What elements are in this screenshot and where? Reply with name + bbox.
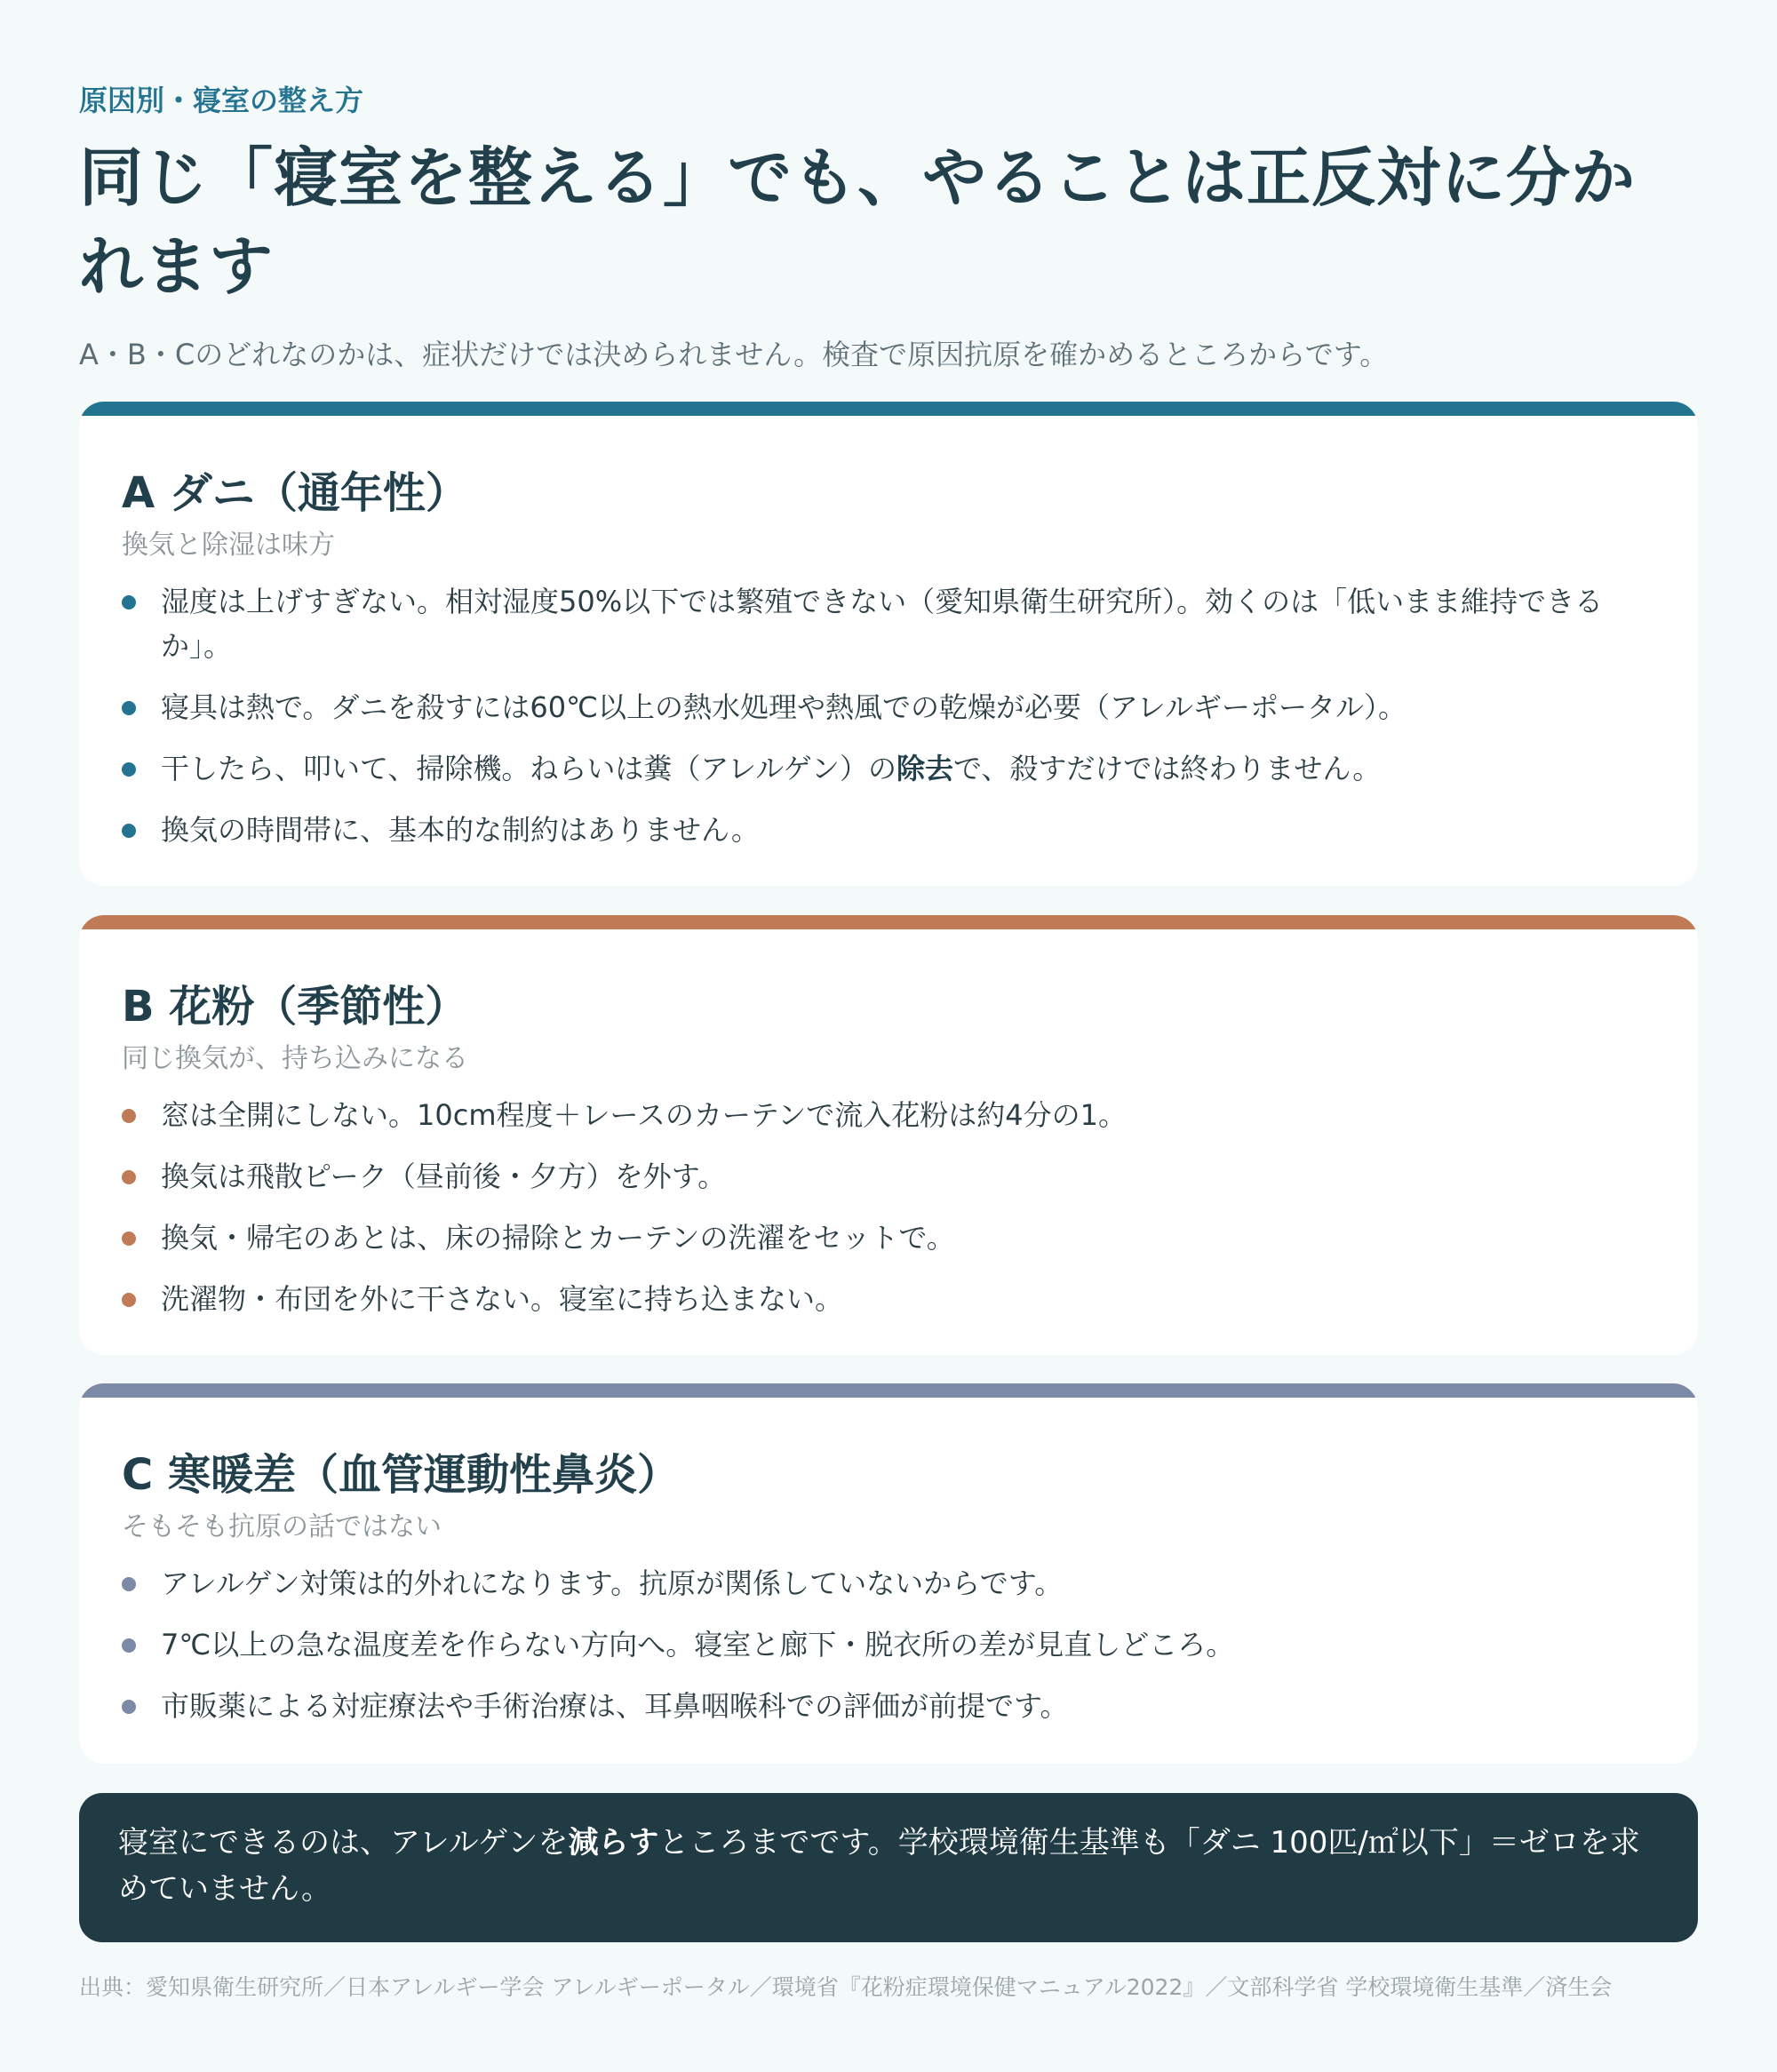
list-item [122, 1215, 1645, 1260]
card-subtitle: そもそも抗原の話ではない [122, 1511, 442, 1542]
card-subtitle: 同じ換気が、持ち込みになる [122, 1043, 468, 1074]
bullet-dot-icon [122, 1231, 136, 1246]
bullet-dot-icon [122, 824, 136, 838]
summary-text-tail: ところまでです。学校環境衛生基準も「ダニ 100匹/㎡以下」＝ゼロを求めていません。 [118, 1825, 1640, 1907]
card-accent-bar [79, 402, 1698, 416]
source-citation: 出典：愛知県衛生研究所／日本アレルギー学会 アレルギーポータル／環境省『花粉症環境保健マニュアル2022』／文部科学省 学校環境衛生基準／済生会 [79, 1974, 1613, 2000]
card-pollen [79, 915, 1698, 1355]
card-title: B 花粉（季節性） [122, 982, 468, 1032]
item-text: 7℃以上の急な温度差を作らない方向へ。寝室と廊下・脱衣所の差が見直しどころ。 [161, 1628, 1235, 1662]
bullet-dot-icon [122, 595, 136, 610]
item-text: 寝具は熱で。ダニを殺すには60℃以上の熱水処理や熱風での乾燥が必要（アレルギーポータル）。 [161, 690, 1406, 724]
card-accent-bar [79, 1383, 1698, 1398]
card-list [122, 1561, 1645, 1745]
list-item [122, 1561, 1645, 1606]
item-text: 換気は飛散ピーク（昼前後・夕方）を外す。 [161, 1160, 727, 1193]
card-title: A ダニ（通年性） [122, 468, 468, 518]
summary-emphasis: 減らす [568, 1825, 659, 1861]
item-emphasis: 除去 [896, 752, 954, 785]
bullet-dot-icon [122, 1293, 136, 1307]
item-text: アレルゲン対策は的外れになります。抗原が関係していないからです。 [161, 1566, 1064, 1600]
item-text: 洗濯物・布団を外に干さない。寝室に持ち込まない。 [161, 1282, 844, 1316]
list-item [122, 808, 1645, 852]
bullet-dot-icon [122, 701, 136, 715]
list-item [122, 1154, 1645, 1199]
list-item [122, 685, 1645, 729]
list-item [122, 1093, 1645, 1137]
summary-box [79, 1793, 1698, 1942]
card-accent-bar [79, 915, 1698, 929]
item-text: 湿度は上げすぎない。相対湿度50%以下では繁殖できない（愛知県衛生研究所）。効くのは「低いまま維持できるか」。 [161, 585, 1604, 663]
item-text: 換気・帰宅のあとは、床の掃除とカーテンの洗濯をセットで。 [161, 1221, 955, 1255]
list-item [122, 1684, 1645, 1728]
card-temperature [79, 1383, 1698, 1764]
card-list [122, 579, 1645, 869]
item-text: 市販薬による対症療法や手術治療は、耳鼻咽喉科での評価が前提です。 [161, 1689, 1069, 1723]
section-eyebrow: 原因別・寝室の整え方 [79, 84, 364, 117]
bullet-dot-icon [122, 1700, 136, 1714]
summary-text: 寝室にできるのは、アレルゲンを [118, 1825, 569, 1861]
list-item [122, 1622, 1645, 1667]
list-item [122, 579, 1645, 668]
bullet-dot-icon [122, 1109, 136, 1123]
list-item [122, 746, 1645, 791]
card-list [122, 1093, 1645, 1338]
card-subtitle: 換気と除湿は味方 [122, 530, 335, 561]
item-text-tail: で、殺すだけでは終わりません。 [953, 752, 1382, 785]
bullet-dot-icon [122, 1170, 136, 1184]
card-mites [79, 402, 1698, 886]
bullet-dot-icon [122, 1577, 136, 1591]
card-title: C 寒暖差（血管運動性鼻炎） [122, 1450, 680, 1500]
bullet-dot-icon [122, 762, 136, 777]
list-item [122, 1277, 1645, 1321]
bullet-dot-icon [122, 1638, 136, 1653]
item-text: 換気の時間帯に、基本的な制約はありません。 [161, 813, 760, 847]
page-title: 同じ「寝室を整える」でも、やることは正反対に分かれます [79, 140, 1637, 304]
item-text: 窓は全開にしない。10cm程度＋レースのカーテンで流入花粉は約4分の1。 [161, 1098, 1128, 1132]
item-text: 干したら、叩いて、掃除機。ねらいは糞（アレルゲン）の [161, 752, 897, 785]
lead-text: A・B・Cのどれなのかは、症状だけでは決められません。検査で原因抗原を確かめるところからです。 [79, 338, 1389, 371]
